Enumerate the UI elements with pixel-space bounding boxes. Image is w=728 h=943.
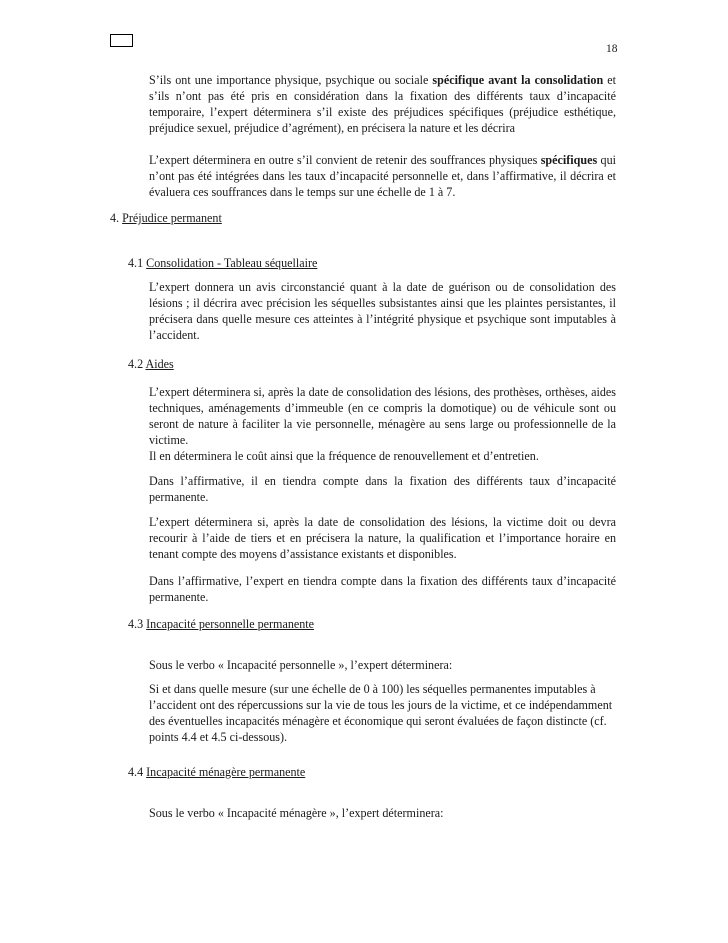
text-run: et s’ils n’ont pas été pris en considération dans la fixation des différents taux d’incapacité temporaire, l’expert déterminera s’il existe des préjudices spécifiques (préjudice esthétique, préjudice sexuel, préjudice d’agrément), en précisera la nature et les décrira: [149, 73, 616, 135]
section-title: Aides: [145, 357, 174, 371]
section-number: 4.4: [128, 765, 147, 779]
paragraph-aids: L’expert déterminera si, après la date de consolidation des lésions, des prothèses, orthèses, aides techniques, aménagements d’immeuble (en ce compris la domotique) ou de véhicule sont ou seront de nature à faciliter la vie personnelle, ménagère au sens large ou professionnelle de la victime.: [149, 385, 616, 447]
section-heading-4: [110, 210, 222, 226]
section-heading-4-3: [128, 616, 314, 632]
section-title: Incapacité ménagère permanente: [146, 765, 306, 779]
section-title: Incapacité personnelle permanente: [146, 617, 315, 631]
paragraph-specific-prejudices: [149, 72, 616, 136]
paragraph-aids-affirmative: Dans l’affirmative, il en tiendra compte dans la fixation des différents taux d’incapacité permanente.: [149, 474, 616, 504]
section-number: 4.3: [128, 617, 147, 631]
paragraph-physical-suffering: [149, 152, 616, 200]
header-box: [110, 34, 133, 47]
paragraph-consolidation: L’expert donnera un avis circonstancié quant à la date de guérison ou de consolidation des lésions ; il décrira avec précision les séquelles subsistantes ainsi que les plaintes persistantes, il précisera dans quelle mesure ces atteintes à l’intégrité physique et psychique sont imputables à l’accident.: [149, 280, 616, 342]
text-run: S’ils ont une importance physique, psychique ou sociale: [149, 73, 433, 87]
section-heading-4-1: [128, 255, 317, 271]
bold-text: spécifique avant la consolidation: [432, 73, 604, 87]
paragraph-aids-cost: Il en déterminera le coût ainsi que la fréquence de renouvellement et d’entretien.: [149, 449, 539, 463]
text-run: L’expert déterminera en outre s’il convient de retenir des souffrances physiques: [149, 153, 541, 167]
section-number: 4.2: [128, 357, 146, 371]
section-number: 4.: [110, 211, 123, 225]
paragraph-personal-incapacity-intro: Sous le verbo « Incapacité personnelle », l’expert déterminera:: [149, 658, 453, 672]
paragraph-personal-incapacity: Si et dans quelle mesure (sur une échelle de 0 à 100) les séquelles permanentes imputables à l’accident ont des répercussions sur la vie de tous les jours de la victime, et ce indépendamment des éventuelles incapacités ménagère et économique qui seront évaluées de façon distincte (cf. points 4.4 et 4.5 ci-dessous).: [149, 682, 613, 744]
text-run: qui n’ont pas été intégrées dans les taux d’incapacité personnelle et, dans l’affirmative, il décrira et évaluera ces souffrances dans le temps sur une échelle de 1 à 7.: [149, 153, 616, 199]
bold-text: spécifiques: [540, 153, 598, 167]
paragraph-third-party-affirmative: Dans l’affirmative, l’expert en tiendra compte dans la fixation des différents taux d’incapacité permanente.: [149, 574, 616, 604]
section-heading-4-4: [128, 764, 305, 780]
section-number: 4.1: [128, 256, 147, 270]
section-title: Consolidation - Tableau séquellaire: [146, 256, 318, 270]
section-heading-4-2: [128, 356, 174, 372]
paragraph-household-incapacity-intro: Sous le verbo « Incapacité ménagère », l’expert déterminera:: [149, 806, 444, 820]
section-title: Préjudice permanent: [122, 211, 222, 225]
page-number: 18: [606, 43, 618, 55]
paragraph-third-party-help: L’expert déterminera si, après la date de consolidation des lésions, la victime doit ou devra recourir à l’aide de tiers et en précisera la nature, la qualification et l’importance horaire en tenant compte des moyens d’assistance existants et disponibles.: [149, 515, 616, 561]
